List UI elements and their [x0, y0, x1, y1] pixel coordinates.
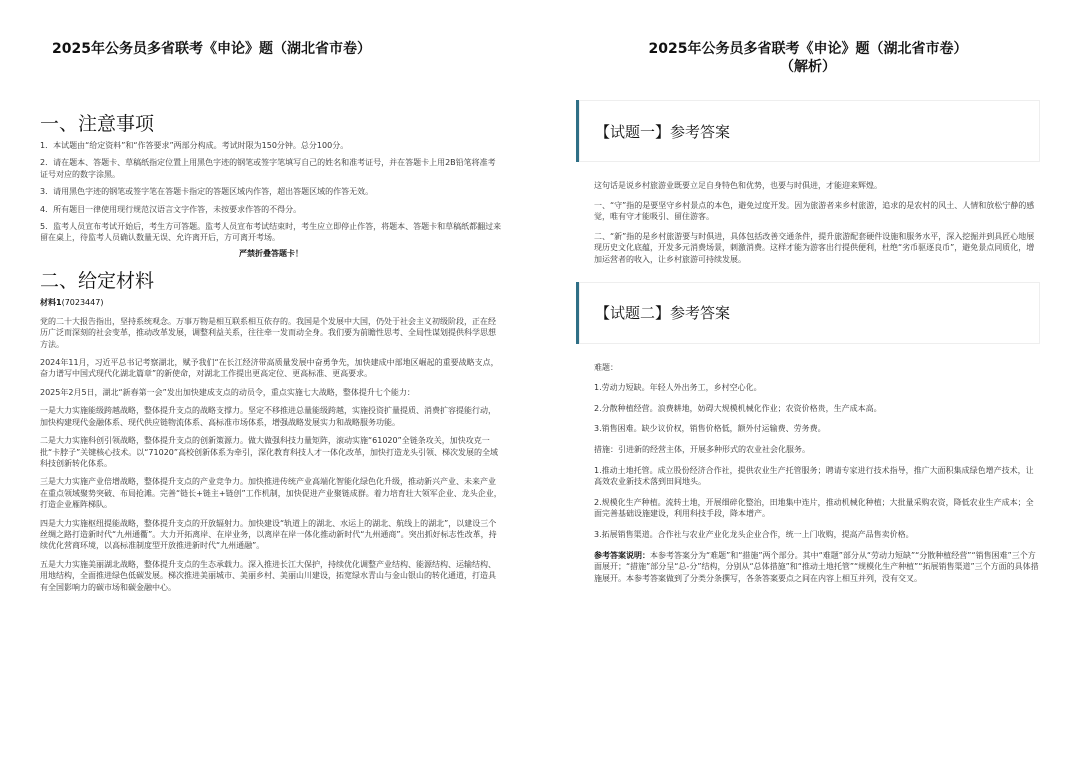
notice-item: 4．所有题目一律使用现行规范汉语言文字作答，未按要求作答的不得分。: [40, 204, 302, 214]
no-fold-warning: 严禁折叠答题卡！: [239, 248, 303, 258]
material-paragraph: 一是大力实施能级跨越战略，整体提升支点的战略支撑力。坚定不移推进总量能级跨越，实施投资扩量提质、消费扩容提能行动，加快构建现代金融体系、现代供应链物流体系、高标准市场体系，增强战略发展实力和战略服务功能。: [40, 406, 496, 427]
q1-answer-label: 【试题一】参考答案: [595, 122, 731, 141]
material-paragraph: 2024年11月，习近平总书记考察湖北，赋予我们“在长江经济带高质量发展中奋勇争先，加快建成中部地区崛起的重要战略支点，奋力谱写中国式现代化湖北篇章”的新使命，对湖北工作提出更高定位、更高标准、更高要求。: [40, 358, 499, 379]
notice-item: 1．本试题由“给定资料”和“作答要求”两部分构成。考试时限为150分钟。总分100分。: [40, 141, 349, 150]
notice-item: 5．监考人员宣布考试开始后，考生方可答题。监考人员宣布考试结束时，考生应立即停止作答，将题本、答题卡和草稿纸都翻过来留在桌上，待监考人员确认数量无误、允许离开后，方可离开考场。: [40, 222, 502, 243]
right-doc-title: 2025年公务员多省联考《申论》题（湖北省市卷）: [648, 41, 968, 57]
right-page: [540, 0, 1080, 767]
q2-note-text: 本参考答案分为“难题”和“措施”两个部分。其中“难题”部分从“劳动力短缺”“分散种植经营”“销售困难”三个方面展开；“措施”部分呈“总-分”结构，分别从“总体措施”和“推动土地托管”“规模化生产种植”“拓展销售渠道”三个方面的具体措施展开。本参考答案做到了分类分条撰写，各条答案要点之间在内容上相互并列，没有交叉。: [594, 550, 1039, 583]
q2-paragraph: 措施：引进新的经营主体，开展多种形式的农业社会化服务。: [594, 444, 810, 454]
q2-paragraph: 2.规模化生产种植。流转土地，开展细碎化整治，田地集中连片，推动机械化种植；大批量采购农资，降低农业生产成本；全面完善基础设施建设，利用科技手段，降本增产。: [594, 497, 1034, 519]
q1-answer-body: [576, 180, 1040, 266]
q2-paragraph: 难题：: [594, 362, 618, 372]
material-label: [40, 297, 502, 308]
left-doc-title: 2025年公务员多省联考《申论》题（湖北省市卷）: [52, 41, 371, 57]
q2-paragraph: 1.劳动力短缺。年轻人外出务工，乡村空心化。: [594, 383, 762, 393]
material-paragraph: 五是大力实施美丽湖北战略，整体提升支点的生态承载力。深入推进长江大保护，持续优化调整产业结构、能源结构、运输结构、用地结构，全面推进绿色低碳发展。梯次推进美丽城市、美丽乡村、美丽山川建设，拓宽绿水青山与金山银山的转化通道，打造具有全国影响力的碳市场和碳金融中心。: [40, 559, 496, 592]
right-doc-subtitle: （解析）: [780, 59, 836, 75]
material-paragraph: 四是大力实施枢纽提能战略，整体提升支点的开放辐射力。加快建设“轨道上的湖北、水运上的湖北、航线上的湖北”，以建设三个丝绸之路打造新时代“九州通衢”。大力开拓离岸、在岸业务，以离岸在岸一体化推动新时代“九州通商”。突出抓好标志性改革，持续优化营商环境，以高标准制度型开放推进新时代“九州通融”。: [40, 518, 497, 551]
q1-answer-header: [576, 100, 1040, 162]
q2-note-label: 参考答案说明：: [594, 550, 650, 560]
q2-answer-body: [576, 362, 1040, 585]
material-paragraph: 二是大力实施科创引领战略，整体提升支点的创新策源力。做大做强科技力量矩阵，滚动实施“61020”全链条攻关，加快攻克一批“卡脖子”关键核心技术。以“71020”高校创新体系为牵引，深化教育科技人才一体化改革，加快打造龙头引领、梯次发展的全域科技创新转化体系。: [40, 436, 499, 468]
material-title: 材料1: [40, 297, 62, 307]
q1-paragraph: 二、“新”指的是乡村旅游要与时俱进，具体包括改善交通条件，提升旅游配套硬件设施和服务水平，深入挖掘并到具匠心地展现历史文化底蕴，开发多元消费场景，刺激消费。这样才能为游客出行提供便利，杜绝“劣币驱逐良币”，避免景点同质化，增加运营者的收入，让乡村旅游可持续发展。: [594, 231, 1035, 264]
q2-paragraph: 3.销售困难。缺少议价权，销售价格低，额外付运输费、劳务费。: [594, 424, 826, 434]
material-code: (7023447): [61, 297, 104, 307]
notice-heading: 一、注意事项: [40, 113, 155, 135]
q2-paragraph: 3.拓展销售渠道。合作社与农业产业化龙头企业合作，统一上门收购，提高产品售卖价格。: [594, 529, 914, 539]
q2-answer-label: 【试题二】参考答案: [595, 304, 731, 323]
notice-item: 3．请用黑色字迹的钢笔或签字笔在答题卡指定的答题区域内作答，超出答题区域的作答无效。: [40, 187, 374, 197]
q1-paragraph: 一、“守”指的是要坚守乡村景点的本色，避免过度开发。因为旅游者来乡村旅游，追求的是农村的风土、人情和放松宁静的感觉，唯有守才能吸引、留住游客。: [594, 200, 1035, 222]
q2-note: [594, 550, 1040, 585]
material-body: [40, 316, 502, 593]
q2-answer-header: [576, 282, 1040, 344]
notice-list: [40, 140, 502, 244]
material-paragraph: 党的二十大报告指出，坚持系统观念。万事万物是相互联系相互依存的。我国是个发展中大国，仍处于社会主义初级阶段，正在经历广泛而深刻的社会变革，推动改革发展，调整利益关系，往往牵一发而动全身。我们要为前瞻性思考、全局性谋划提供科学思想方法。: [40, 316, 496, 349]
q2-paragraph: 2.分散种植经营。浪费耕地，妨碍大规模机械化作业；农资价格贵，生产成本高。: [594, 403, 882, 413]
q2-paragraph: 1.推动土地托管。成立股份经济合作社，提供农业生产托管服务；聘请专家进行技术指导，推广大面积集成绿色增产技术，让高效农业新技术落到田间地头。: [594, 465, 1034, 487]
q1-paragraph: 这句话是说乡村旅游业既要立足自身特色和优势，也要与时俱进，才能迎来辉煌。: [594, 181, 882, 190]
material-paragraph: 2025年2月5日，湖北“新春第一会”发出加快建成支点的动员令，重点实施七大战略，整体提升七个能力：: [40, 387, 415, 397]
notice-item: 2．请在题本、答题卡、草稿纸指定位置上用黑色字迹的钢笔或签字笔填写自己的姓名和准考证号，并在答题卡上用2B铅笔将准考证号对应的数字涂黑。: [40, 158, 496, 179]
material-paragraph: 三是大力实施产业倍增战略，整体提升支点的产业竞争力。加快推进传统产业高端化智能化绿色化升级，推动新兴产业、未来产业在重点领域聚势突破、布局抢滩。完善“链长+链主+链创”工作机制，加快促进产业聚链成群。着力培育壮大领军企业、龙头企业，打造企业雁阵梯队。: [40, 477, 502, 510]
material-heading: 二、给定材料: [40, 269, 155, 292]
